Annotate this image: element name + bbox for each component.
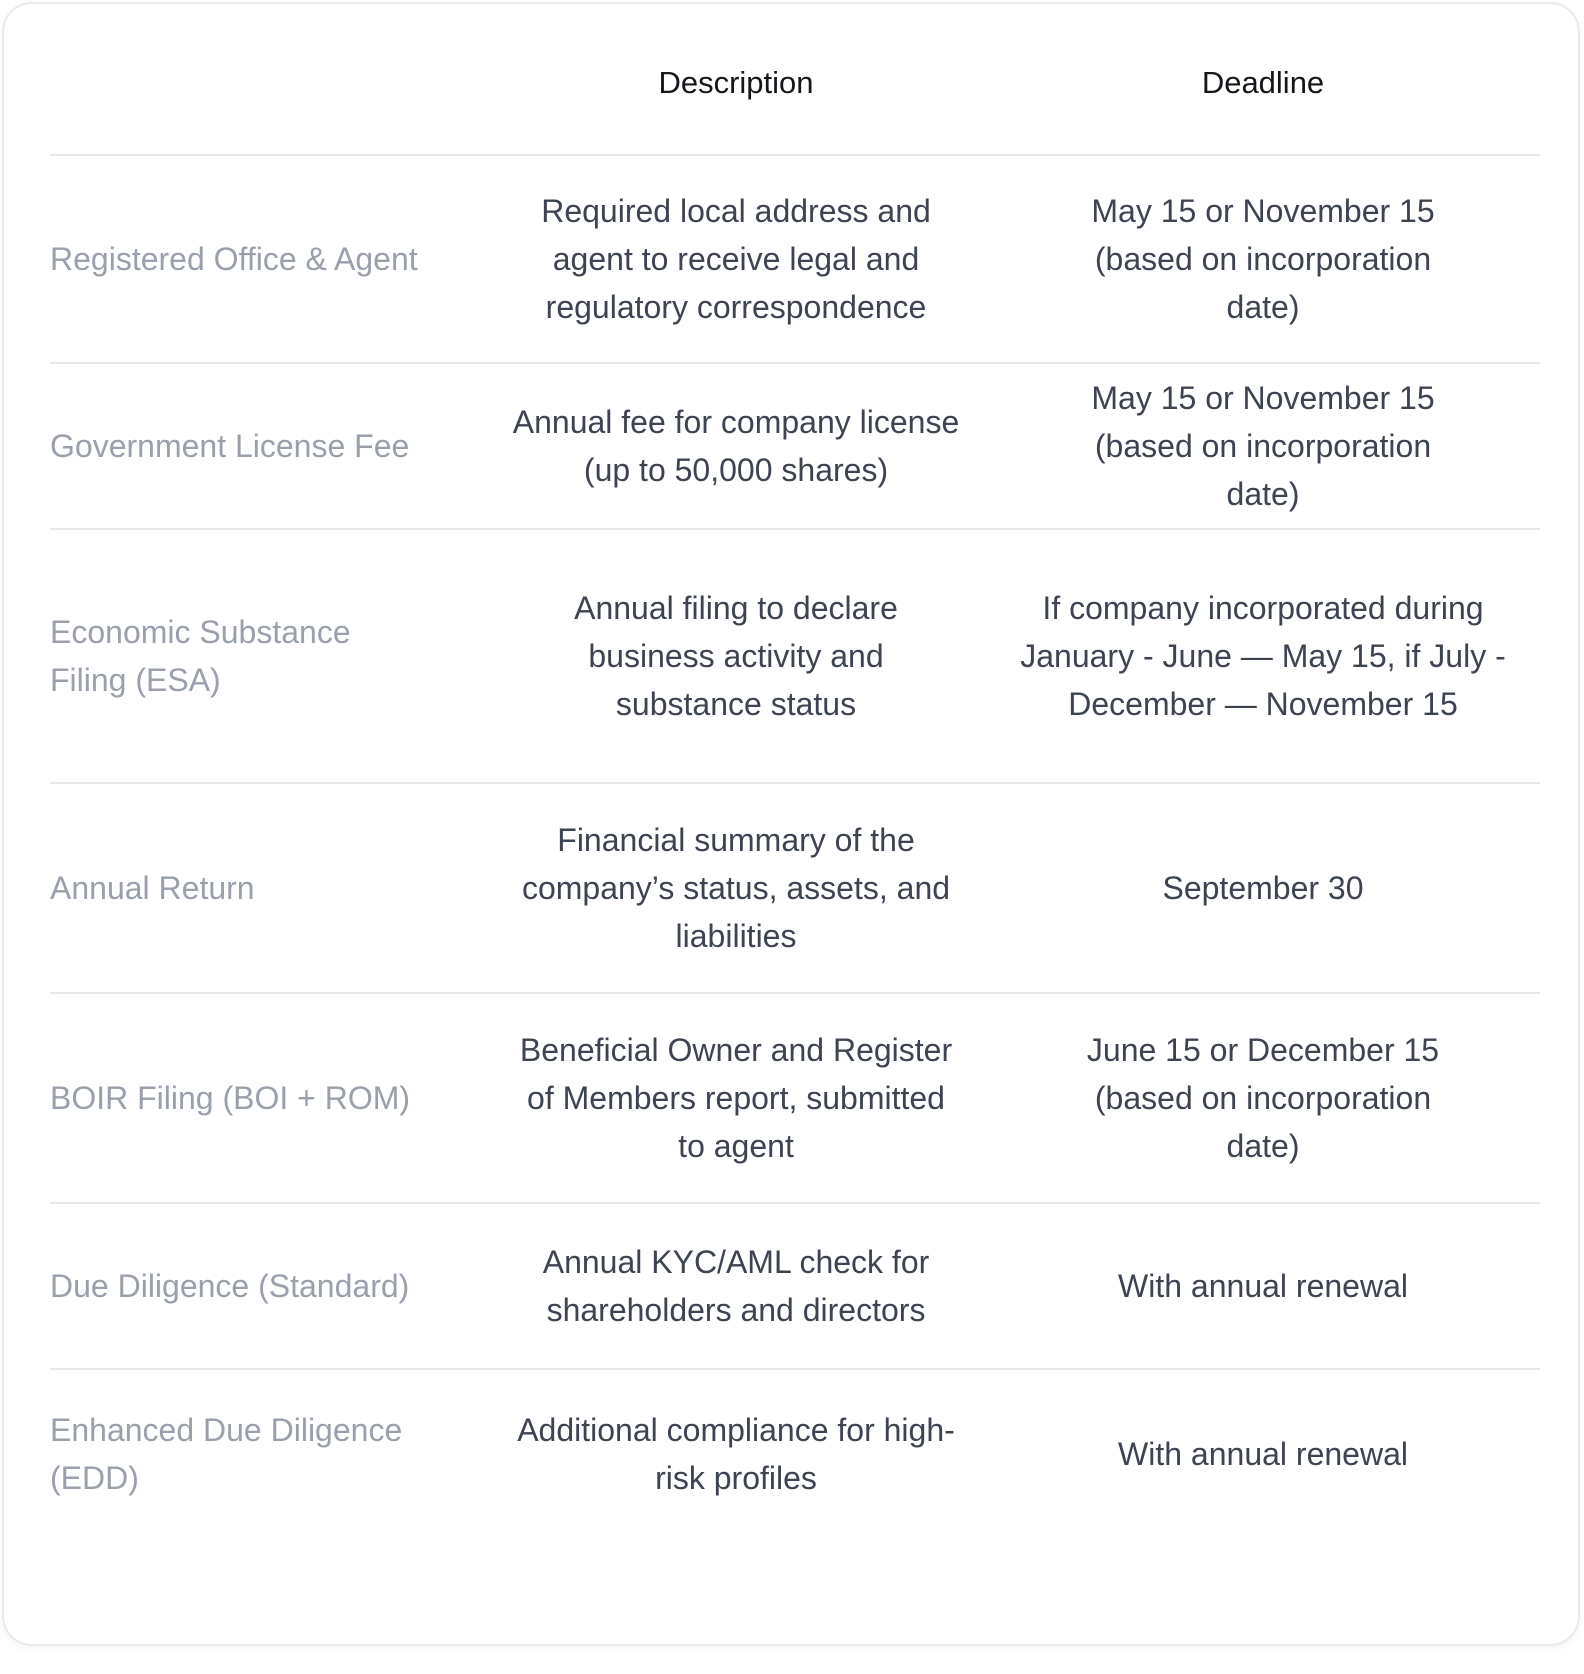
row-name: BOIR Filing (BOI + ROM)	[50, 1080, 411, 1116]
table-row	[50, 1370, 1540, 1538]
row-deadline: June 15 or December 15 (based on incorporation date)	[1086, 1032, 1440, 1164]
table-row	[50, 1204, 1540, 1370]
table-row	[50, 530, 1540, 784]
row-name: Registered Office & Agent	[50, 241, 418, 277]
row-description: Required local address and agent to receive legal and regulatory correspondence	[541, 193, 931, 325]
row-deadline: September 30	[1162, 870, 1364, 906]
row-description: Annual fee for company license (up to 50,000 shares)	[512, 404, 960, 488]
row-name: Government License Fee	[50, 428, 410, 464]
row-deadline: May 15 or November 15 (based on incorporation date)	[1091, 380, 1435, 512]
row-description: Additional compliance for high-risk profiles	[517, 1412, 955, 1496]
row-name: Enhanced Due Diligence (EDD)	[50, 1412, 403, 1496]
header-description: Description	[658, 65, 814, 100]
row-description: Annual filing to declare business activity and substance status	[574, 590, 898, 722]
row-description: Financial summary of the company’s status, assets, and liabilities	[521, 822, 951, 954]
row-deadline: If company incorporated during January - June — May 15, if July - December — November 15	[1020, 590, 1506, 722]
header-deadline: Deadline	[1201, 65, 1325, 100]
row-name: Due Diligence (Standard)	[50, 1268, 410, 1304]
row-deadline: With annual renewal	[1118, 1268, 1408, 1304]
row-deadline: With annual renewal	[1118, 1436, 1408, 1472]
row-deadline: May 15 or November 15 (based on incorporation date)	[1091, 193, 1435, 325]
table-row	[50, 994, 1540, 1204]
table-row	[50, 784, 1540, 994]
row-description: Annual KYC/AML check for shareholders and directors	[542, 1244, 930, 1328]
row-name: Economic Substance Filing (ESA)	[50, 614, 351, 698]
table-row	[50, 156, 1540, 364]
table-header	[50, 4, 1540, 156]
row-name: Annual Return	[50, 870, 255, 906]
obligations-table	[50, 4, 1540, 1538]
table-row	[50, 364, 1540, 530]
row-description: Beneficial Owner and Register of Members report, submitted to agent	[519, 1032, 953, 1164]
obligations-card	[2, 2, 1580, 1646]
